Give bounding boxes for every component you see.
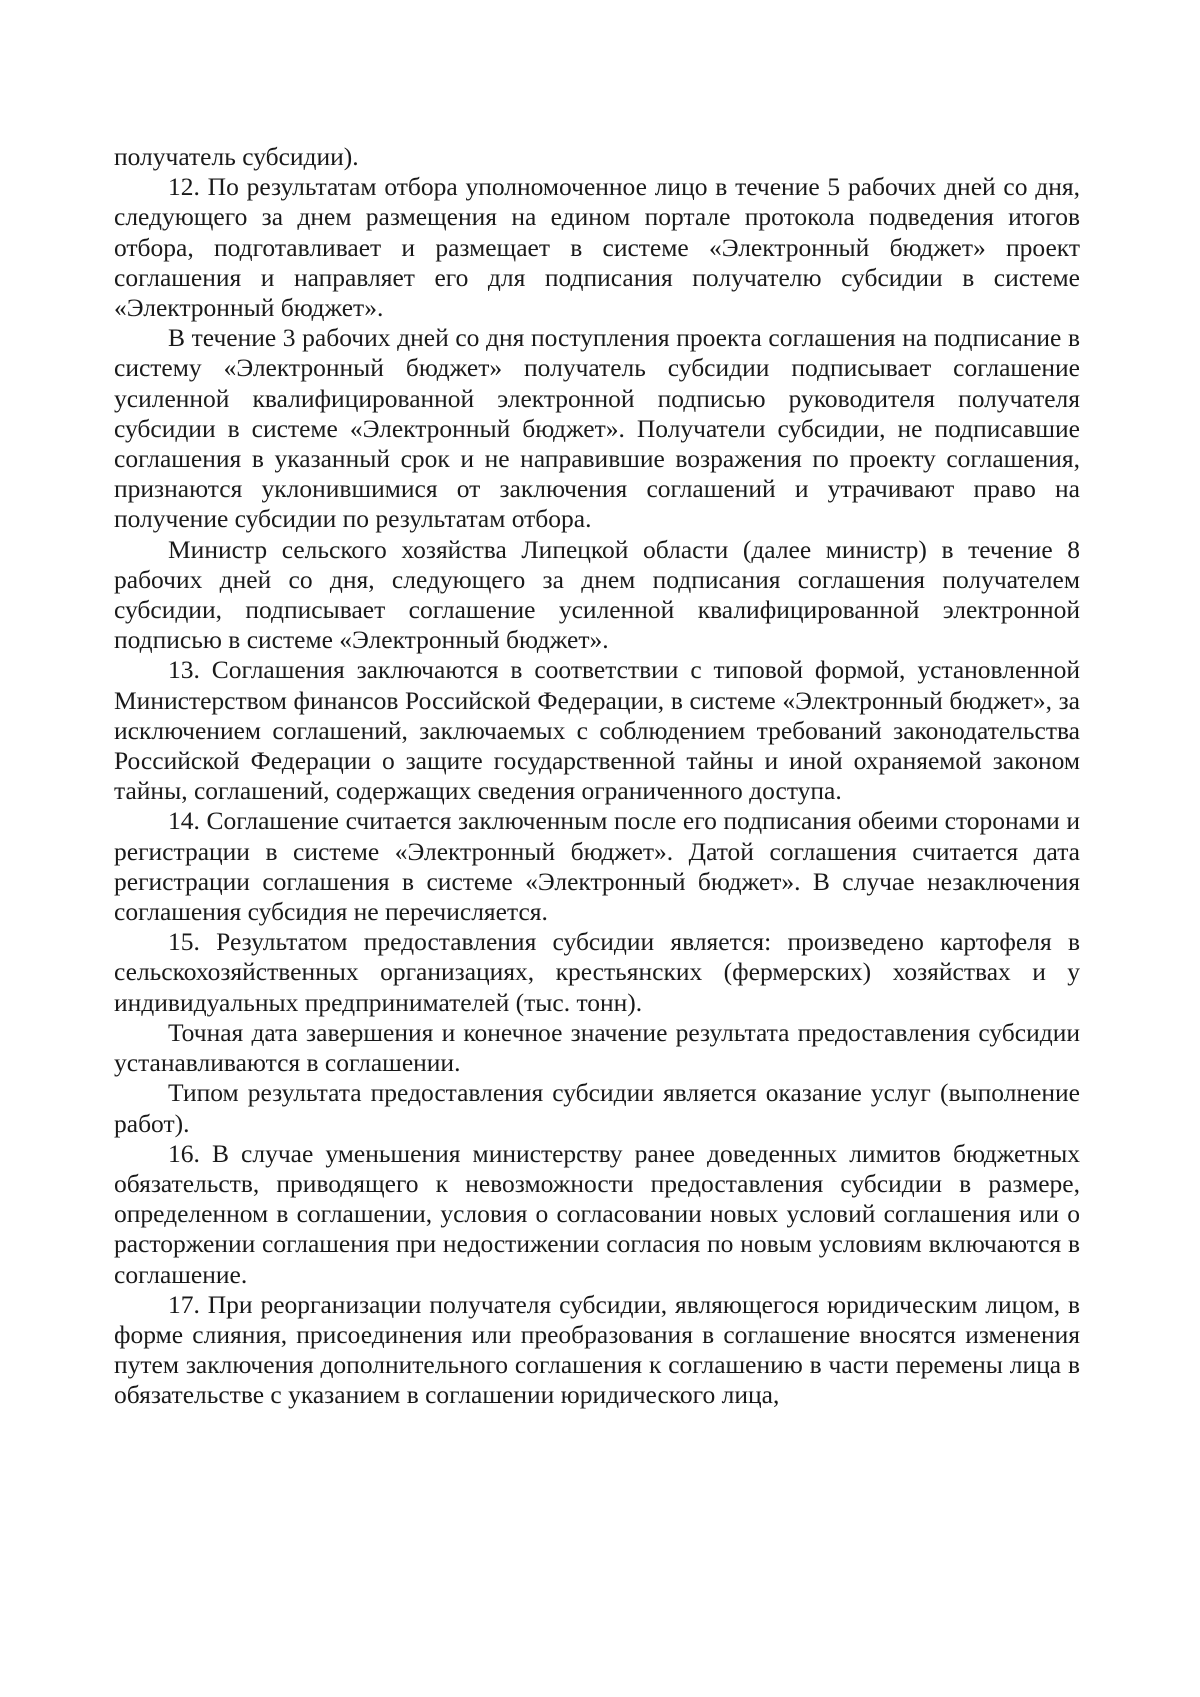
paragraph-result-date: Точная дата завершения и конечное значение результата предоставления субсидии устанавливаются в соглашении. (114, 1017, 1080, 1078)
paragraph-item-13: 13. Соглашения заключаются в соответствии с типовой формой, установленной Министерством финансов Российской Федерации, в системе «Электронный бюджет», за исключением соглашений, заключаемых с соблюдением требований законодательства Российской Федерации о защите государственной тайны и иной охраняемой законом тайны, соглашений, содержащих сведения ограниченного доступа. (114, 655, 1080, 806)
document-page (114, 142, 1080, 1411)
paragraph-item-17: 17. При реорганизации получателя субсидии, являющегося юридическим лицом, в форме слияния, присоединения или преобразования в соглашение вносятся изменения путем заключения дополнительного соглашения к соглашению в части перемены лица в обязательстве с указанием в соглашении юридического лица, (114, 1289, 1080, 1410)
paragraph-signing-deadline: В течение 3 рабочих дней со дня поступления проекта соглашения на подписание в систему «Электронный бюджет» получатель субсидии подписывает соглашение усиленной квалифицированной электронной подписью руководителя получателя субсидии в системе «Электронный бюджет». Получатели субсидии, не подписавшие соглашения в указанный срок и не направившие возражения по проекту соглашения, признаются уклонившимися от заключения соглашений и утрачивают право на получение субсидии по результатам отбора. (114, 323, 1080, 534)
paragraph-result-type: Типом результата предоставления субсидии является оказание услуг (выполнение работ). (114, 1078, 1080, 1138)
paragraph-item-15: 15. Результатом предоставления субсидии является: произведено картофеля в сельскохозяйственных организациях, крестьянских (фермерских) хозяйствах и у индивидуальных предпринимателей (тыс. тонн). (114, 927, 1080, 1017)
paragraph-minister-signing: Министр сельского хозяйства Липецкой области (далее министр) в течение 8 рабочих дней со дня, следующего за днем подписания соглашения получателем субсидии, подписывает соглашение усиленной квалифицированной электронной подписью в системе «Электронный бюджет». (114, 534, 1080, 655)
paragraph-item-16: 16. В случае уменьшения министерству ранее доведенных лимитов бюджетных обязательств, приводящего к невозможности предоставления субсидии в размере, определенном в соглашении, условия о согласовании новых условий соглашения или о расторжении соглашения при недостижении согласия по новым условиям включаются в соглашение. (114, 1138, 1080, 1289)
paragraph-continuation: получатель субсидии). (114, 142, 359, 171)
paragraph-item-14: 14. Соглашение считается заключенным после его подписания обеими сторонами и регистрации в системе «Электронный бюджет». Датой соглашения считается дата регистрации соглашения в системе «Электронный бюджет». В случае незаключения соглашения субсидия не перечисляется. (114, 806, 1080, 927)
paragraph-item-12: 12. По результатам отбора уполномоченное лицо в течение 5 рабочих дней со дня, следующего за днем размещения на едином портале протокола подведения итогов отбора, подготавливает и размещает в системе «Электронный бюджет» проект соглашения и направляет его для подписания получателю субсидии в системе «Электронный бюджет». (114, 172, 1080, 323)
